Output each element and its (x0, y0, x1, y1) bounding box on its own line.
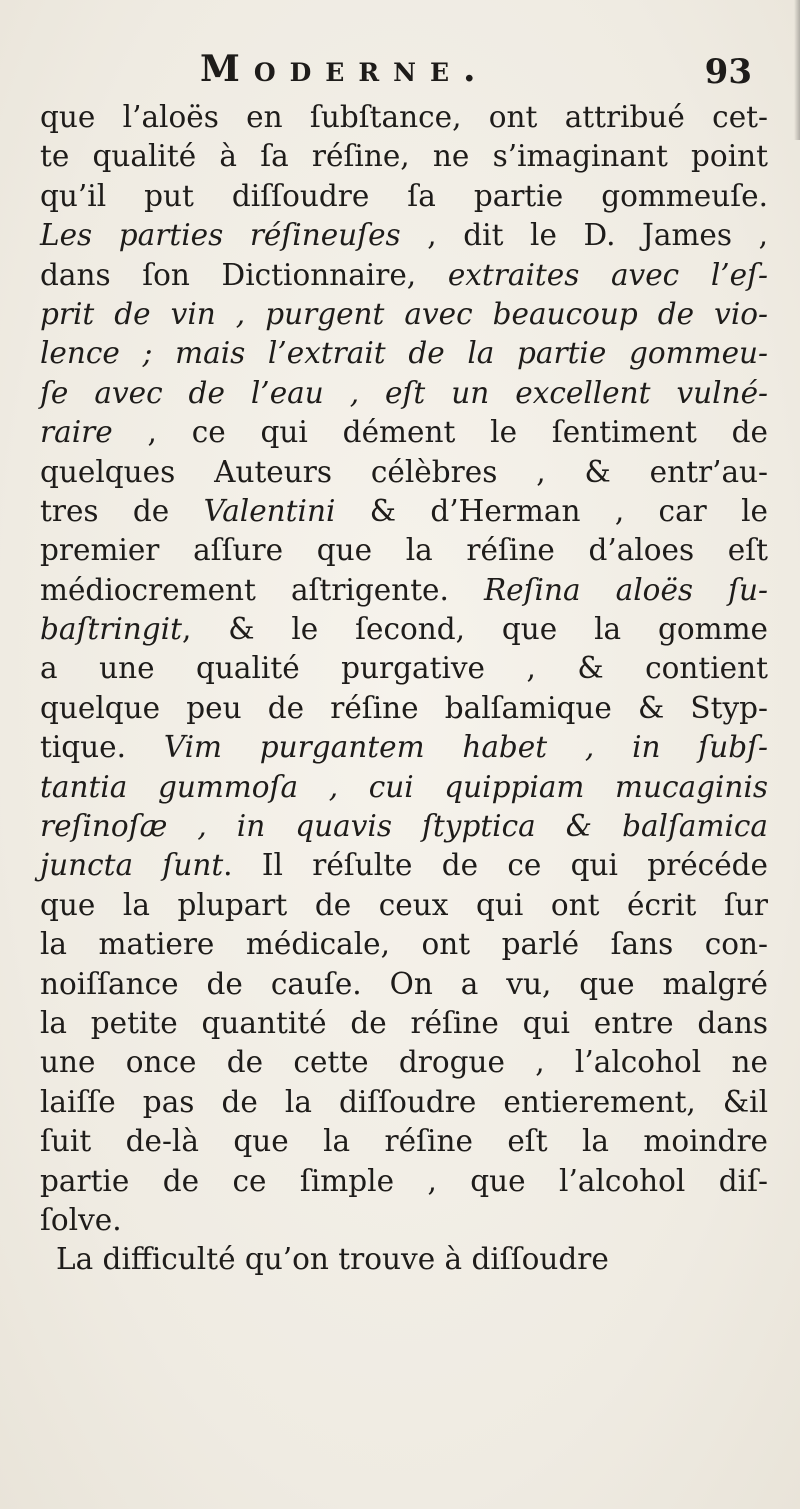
text-segment: tique. (40, 730, 164, 765)
text-segment: noiſſance de cauſe. On a vu, que malgré (40, 966, 768, 1001)
running-head: Moderne. (200, 48, 490, 90)
text-line (40, 886, 768, 925)
text-segment: que l’aloës en ſubſtance, ont attribué cet- (40, 100, 768, 134)
text-segment: la matiere médicale, ont parlé ſans con- (40, 927, 768, 962)
text-segment: ſuit de-là que la réſine eſt la moindre (40, 1124, 768, 1159)
text-line (40, 768, 768, 807)
text-line (40, 728, 768, 767)
text-segment: La difficulté qu’on trouve à diſſoudre (56, 1242, 609, 1277)
text-segment: lence ; mais l’extrait de la partie gommeu- (40, 336, 768, 371)
text-segment: Vim purgantem habet , in ſubſ- (163, 730, 769, 765)
text-segment: juncta ſunt (40, 848, 224, 883)
page-edge-shadow (794, 0, 800, 140)
text-line (40, 1201, 768, 1240)
text-segment: quelques Auteurs célèbres , & entr’au- (40, 454, 768, 489)
text-segment: Les parties réſineuſes (40, 218, 401, 253)
body-text (40, 98, 768, 1280)
text-segment: premier aſſure que la réſine d’aloes eſt (40, 533, 768, 568)
text-segment: te qualité à ſa réſine, ne s’imaginant point (40, 139, 768, 174)
text-line (40, 1122, 768, 1161)
text-segment: la petite quantité de réſine qui entre dans (40, 1005, 768, 1040)
page-header (40, 48, 760, 98)
text-line (40, 492, 768, 531)
text-segment: médiocrement aſtrigente. (40, 572, 484, 607)
text-segment: raire (40, 415, 113, 450)
text-segment: , ce qui dément le ſentiment de (112, 415, 768, 450)
text-line (40, 531, 768, 570)
text-segment: Reſina aloës ſu- (483, 572, 768, 607)
text-line (40, 216, 768, 255)
text-line (40, 610, 768, 649)
text-segment: & d’Herman , car le (335, 493, 768, 528)
text-segment: partie de ce ſimple , que l’alcohol diſ- (40, 1163, 768, 1198)
text-line (40, 571, 768, 610)
text-segment: , dit le D. James , (400, 218, 768, 253)
text-line (40, 256, 768, 295)
text-segment: que la plupart de ceux qui ont écrit ſur (40, 887, 768, 922)
text-line (40, 689, 768, 728)
text-segment: prit de vin , purgent avec beaucoup de vio- (40, 296, 768, 331)
text-line (40, 1162, 768, 1201)
text-line (40, 98, 768, 137)
text-segment: dans ſon Dictionnaire, (40, 257, 448, 292)
text-line (40, 1004, 768, 1043)
text-segment: , & le ſecond, que la gomme (181, 612, 768, 647)
text-line (40, 137, 768, 176)
text-line (40, 1043, 768, 1082)
text-segment: quelque peu de réſine balſamique & Styp- (40, 690, 768, 725)
text-segment: tres de (40, 493, 204, 528)
text-segment: qu’il put diſſoudre ſa partie gommeuſe. (40, 178, 768, 213)
text-segment: ſolve. (40, 1202, 122, 1237)
text-segment: . Il réſulte de ce qui précéde (223, 848, 768, 883)
text-segment: Valentini (203, 493, 336, 528)
text-line (40, 925, 768, 964)
page-number: 93 (704, 52, 752, 92)
text-line (40, 295, 768, 334)
text-line (40, 649, 768, 688)
text-line (40, 413, 768, 452)
text-segment: laiſſe pas de la diſſoudre entierement, &il (40, 1084, 768, 1119)
text-segment: extraites avec l’eſ- (447, 257, 768, 292)
text-line (40, 1240, 768, 1279)
text-line (40, 965, 768, 1004)
text-segment: une once de cette drogue , l’alcohol ne (40, 1045, 768, 1080)
text-line (40, 807, 768, 846)
text-line (40, 846, 768, 885)
text-line (40, 1083, 768, 1122)
text-segment: baſtringit (40, 612, 182, 647)
text-segment: ſe avec de l’eau , eſt un excellent vulné- (40, 375, 768, 410)
text-segment: a une qualité purgative , & contient (40, 651, 768, 686)
text-line (40, 177, 768, 216)
text-line (40, 453, 768, 492)
text-segment: tantia gummoſa , cui quippiam mucaginis (40, 769, 768, 804)
text-line (40, 374, 768, 413)
text-line (40, 334, 768, 373)
text-segment: reſinoſæ , in quavis ſtyptica & balſamica (40, 809, 768, 844)
